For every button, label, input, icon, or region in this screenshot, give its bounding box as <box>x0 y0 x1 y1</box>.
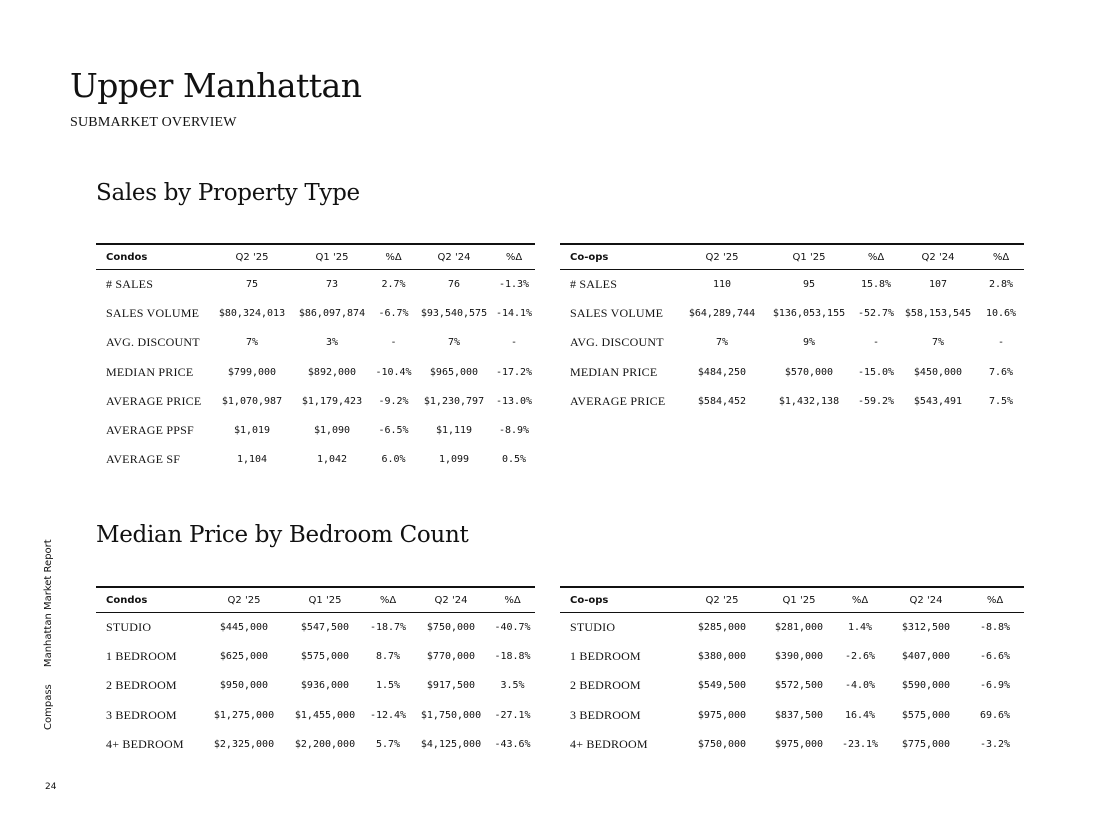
brand-name: Compass <box>43 684 54 730</box>
table-cell: $93,540,575 <box>420 308 488 320</box>
table-cell: $572,500 <box>774 680 824 692</box>
row-label: 3 BEDROOM <box>106 707 177 722</box>
table-cell: -59.2% <box>857 395 895 407</box>
table-cell: -3.2% <box>979 738 1011 750</box>
table-cell: -6.6% <box>979 651 1011 663</box>
table-cell: -52.7% <box>857 308 895 320</box>
row-label: 2 BEDROOM <box>570 678 641 693</box>
row-label: 4+ BEDROOM <box>570 736 648 751</box>
table-cell: 6.0% <box>381 454 406 466</box>
table-cell: 7% <box>447 337 461 349</box>
table-row <box>560 328 1024 357</box>
table-row <box>560 730 1024 759</box>
table-cell: $1,432,138 <box>778 395 840 407</box>
table-cell: $1,090 <box>313 425 351 437</box>
table-cell: -6.9% <box>979 680 1011 692</box>
sidebar-vertical-label <box>43 530 54 730</box>
page-title: Upper Manhattan <box>70 66 362 105</box>
table-cell: -10.4% <box>375 366 412 378</box>
report-name: Manhattan Market Report <box>43 539 54 668</box>
table-cell: 107 <box>928 279 948 291</box>
table-cell: -9.2% <box>378 395 409 407</box>
table-cell: $281,000 <box>774 622 824 634</box>
table-cell: -17.2% <box>495 366 533 378</box>
table-cell: 2.7% <box>381 279 406 291</box>
table-cell: -27.1% <box>494 709 531 721</box>
page-subtitle: SUBMARKET OVERVIEW <box>70 115 237 130</box>
column-header: Q2 '24 <box>415 244 493 270</box>
table-row <box>560 299 1024 328</box>
table-cell: $965,000 <box>429 366 479 378</box>
coops-bedroom-table <box>560 586 1024 759</box>
table-row <box>96 445 535 474</box>
table-cell: -6.7% <box>378 308 409 320</box>
table-cell: $543,491 <box>913 395 963 407</box>
table-cell: 1.5% <box>375 680 401 692</box>
column-header: Q1 '25 <box>764 587 834 613</box>
table-cell: $547,500 <box>300 622 350 634</box>
column-header: %Δ <box>490 587 535 613</box>
table-row <box>96 299 535 328</box>
table-cell: $799,000 <box>227 366 277 378</box>
table-cell: -8.8% <box>979 622 1011 634</box>
table-cell: -12.4% <box>369 709 407 721</box>
table-cell: - <box>872 337 880 349</box>
row-label: 1 BEDROOM <box>570 649 641 664</box>
table-cell: $837,500 <box>774 709 824 721</box>
table-cell: $625,000 <box>219 651 269 663</box>
condos-sales-table <box>96 243 535 474</box>
table-cell: 76 <box>447 279 461 291</box>
table-cell: $86,097,874 <box>298 308 366 320</box>
column-header: %Δ <box>854 244 898 270</box>
table-cell: $975,000 <box>697 709 747 721</box>
column-header: Q1 '25 <box>286 587 364 613</box>
column-header: %Δ <box>364 587 412 613</box>
table-cell: $285,000 <box>697 622 747 634</box>
page-number: 24 <box>45 782 57 792</box>
row-label: AVG. DISCOUNT <box>106 335 200 350</box>
table-row <box>560 642 1024 671</box>
table-cell: $58,153,545 <box>904 308 972 320</box>
table-cell: 69.6% <box>979 709 1011 721</box>
table-cell: -4.0% <box>844 680 876 692</box>
table-type-label: Condos <box>96 244 212 270</box>
table-cell: 9% <box>802 337 816 349</box>
table-cell: -2.6% <box>844 651 876 663</box>
table-header-row <box>96 244 535 270</box>
table-cell: -13.0% <box>495 395 533 407</box>
table-cell: $2,325,000 <box>213 738 275 750</box>
table-cell: - <box>997 337 1005 349</box>
table-type-label: Co-ops <box>560 587 680 613</box>
table-row <box>96 387 535 416</box>
table-cell: -40.7% <box>494 622 531 634</box>
table-cell: $484,250 <box>697 366 747 378</box>
table-type-label: Condos <box>96 587 202 613</box>
table-row <box>96 328 535 357</box>
row-label: 1 BEDROOM <box>106 649 177 664</box>
table-cell: $584,452 <box>697 395 747 407</box>
table-cell: $407,000 <box>901 651 951 663</box>
table-cell: 5.7% <box>375 738 401 750</box>
table-cell: 10.6% <box>985 308 1017 320</box>
table-cell: -1.3% <box>498 279 530 291</box>
table-cell: $590,000 <box>901 680 951 692</box>
table-cell: 1,042 <box>316 454 348 466</box>
column-header: Q2 '25 <box>680 244 764 270</box>
table-cell: 8.7% <box>375 651 401 663</box>
table-row <box>560 613 1024 643</box>
table-cell: $892,000 <box>307 366 357 378</box>
table-cell: $1,019 <box>233 425 271 437</box>
column-header: %Δ <box>834 587 886 613</box>
section-title-median-by-bedroom: Median Price by Bedroom Count <box>96 522 469 548</box>
table-header-row <box>560 244 1024 270</box>
table-cell: 2.8% <box>988 279 1014 291</box>
table-row <box>560 671 1024 700</box>
table-row <box>96 642 535 671</box>
column-header: Q2 '24 <box>898 244 978 270</box>
coops-sales-table <box>560 243 1024 416</box>
table-cell: $1,750,000 <box>420 709 482 721</box>
table-row <box>96 613 535 643</box>
table-row <box>560 358 1024 387</box>
table-cell: -43.6% <box>494 738 531 750</box>
row-label: 4+ BEDROOM <box>106 736 184 751</box>
table-cell: 3.5% <box>500 680 525 692</box>
table-cell: -15.0% <box>857 366 895 378</box>
table-cell: 95 <box>802 279 816 291</box>
table-cell: 75 <box>245 279 259 291</box>
table-cell: $549,500 <box>697 680 747 692</box>
column-header: Q2 '25 <box>212 244 292 270</box>
table-cell: - <box>510 337 518 349</box>
table-row <box>96 701 535 730</box>
column-header: %Δ <box>493 244 535 270</box>
table-cell: $770,000 <box>426 651 476 663</box>
table-row <box>96 416 535 445</box>
row-label: STUDIO <box>106 620 152 635</box>
table-cell: $4,125,000 <box>420 738 482 750</box>
table-cell: $575,000 <box>901 709 951 721</box>
table-cell: $775,000 <box>901 738 951 750</box>
row-label: AVG. DISCOUNT <box>570 335 664 350</box>
row-label: SALES VOLUME <box>106 306 200 321</box>
table-row <box>560 701 1024 730</box>
table-cell: $975,000 <box>774 738 824 750</box>
table-cell: $917,500 <box>426 680 476 692</box>
row-label: AVERAGE SF <box>106 452 181 467</box>
table-cell: $750,000 <box>697 738 747 750</box>
table-cell: 1.4% <box>847 622 873 634</box>
row-label: # SALES <box>106 277 154 292</box>
table-cell: 7% <box>931 337 945 349</box>
table-row <box>560 270 1024 300</box>
table-header-row <box>560 587 1024 613</box>
condos-bedroom-table <box>96 586 535 759</box>
table-cell: $1,070,987 <box>221 395 283 407</box>
column-header: %Δ <box>372 244 415 270</box>
table-row <box>560 387 1024 416</box>
table-cell: 7% <box>715 337 729 349</box>
table-row <box>96 730 535 759</box>
table-cell: 110 <box>712 279 732 291</box>
column-header: %Δ <box>966 587 1024 613</box>
table-cell: 1,104 <box>236 454 268 466</box>
row-label: AVERAGE PRICE <box>106 393 202 408</box>
table-cell: $450,000 <box>913 366 963 378</box>
row-label: AVERAGE PRICE <box>570 393 666 408</box>
table-cell: 73 <box>325 279 339 291</box>
table-cell: $1,230,797 <box>423 395 485 407</box>
column-header: Q1 '25 <box>292 244 372 270</box>
table-cell: $570,000 <box>784 366 834 378</box>
row-label: 3 BEDROOM <box>570 707 641 722</box>
table-cell: $575,000 <box>300 651 350 663</box>
table-cell: 1,099 <box>438 454 470 466</box>
table-cell: -8.9% <box>498 425 530 437</box>
table-cell: $1,179,423 <box>301 395 363 407</box>
table-cell: $1,119 <box>435 425 473 437</box>
table-cell: 0.5% <box>501 454 527 466</box>
table-cell: $936,000 <box>300 680 350 692</box>
table-cell: - <box>390 337 397 349</box>
row-label: # SALES <box>570 277 618 292</box>
table-cell: -14.1% <box>495 308 533 320</box>
table-cell: $380,000 <box>697 651 747 663</box>
table-cell: $390,000 <box>774 651 824 663</box>
table-cell: $950,000 <box>219 680 269 692</box>
row-label: SALES VOLUME <box>570 306 664 321</box>
table-cell: $2,200,000 <box>294 738 356 750</box>
row-label: STUDIO <box>570 620 616 635</box>
table-cell: $1,275,000 <box>213 709 275 721</box>
table-cell: 7% <box>245 337 259 349</box>
table-cell: -18.8% <box>494 651 531 663</box>
table-cell: $1,455,000 <box>294 709 356 721</box>
table-row <box>96 270 535 300</box>
section-title-sales-by-type: Sales by Property Type <box>96 180 360 206</box>
table-cell: 7.5% <box>988 395 1014 407</box>
table-cell: $445,000 <box>219 622 269 634</box>
column-header: Q2 '24 <box>412 587 490 613</box>
column-header: Q2 '24 <box>886 587 966 613</box>
table-cell: 15.8% <box>860 279 892 291</box>
column-header: %Δ <box>978 244 1024 270</box>
column-header: Q1 '25 <box>764 244 854 270</box>
table-cell: $80,324,013 <box>218 308 286 320</box>
table-cell: $312,500 <box>901 622 951 634</box>
table-row <box>96 358 535 387</box>
row-label: AVERAGE PPSF <box>106 423 194 438</box>
table-cell: -6.5% <box>378 425 409 437</box>
column-header: Q2 '25 <box>680 587 764 613</box>
table-cell: 7.6% <box>988 366 1014 378</box>
row-label: 2 BEDROOM <box>106 678 177 693</box>
column-header: Q2 '25 <box>202 587 286 613</box>
table-cell: -18.7% <box>369 622 407 634</box>
table-type-label: Co-ops <box>560 244 680 270</box>
table-cell: -23.1% <box>841 738 879 750</box>
table-cell: $750,000 <box>426 622 476 634</box>
table-cell: 3% <box>325 337 339 349</box>
row-label: MEDIAN PRICE <box>570 364 658 379</box>
table-cell: 16.4% <box>844 709 876 721</box>
table-header-row <box>96 587 535 613</box>
table-row <box>96 671 535 700</box>
row-label: MEDIAN PRICE <box>106 364 194 379</box>
table-cell: $64,289,744 <box>688 308 756 320</box>
table-cell: $136,053,155 <box>772 308 846 320</box>
